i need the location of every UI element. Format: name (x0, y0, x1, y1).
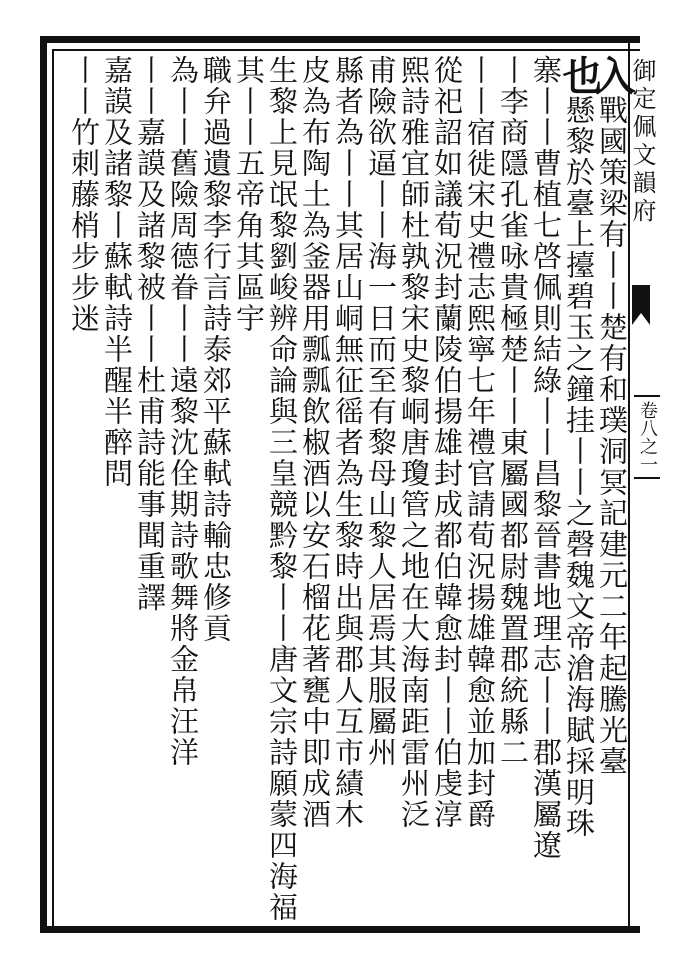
text-column-13 (197, 55, 235, 921)
text-column-12 (230, 55, 268, 921)
text-column-17 (65, 55, 103, 921)
text-column-2 (556, 55, 603, 921)
text-column-8 (362, 55, 400, 921)
text-column-11 (263, 55, 301, 921)
text-column-6 (428, 55, 466, 921)
running-header (628, 48, 662, 928)
column-text: 丨丨竹刺藤梢步步迷 (67, 55, 101, 334)
frame-inner-left-rule (52, 49, 54, 926)
column-text: 從祀詔如議荀況封蘭陵伯揚雄封成都伯韓愈封丨丨伯虔淳 (430, 55, 464, 830)
frame-bottom-rule (40, 926, 640, 933)
frame-top-rule (40, 36, 640, 43)
column-text: 生黎上見氓黎劉峻辨命論與三皇競黔黎丨丨唐文宗詩願蒙四海福 (265, 55, 299, 923)
column-text: 皮為布陶土為釜器用瓢瓢飲椒酒以安石榴花著甕中即成酒 (298, 55, 332, 830)
column-text: 戰國策梁有丨丨楚有和璞洞冥記建元二年起騰光臺 (595, 95, 629, 777)
text-column-5 (461, 55, 499, 921)
frame-inner-top-rule (52, 49, 640, 51)
column-lead-glyph: 入 (589, 55, 636, 95)
column-text: 熙詩雅宜師杜孰黎宋史黎峒唐瓊管之地在大海南距雷州泛 (397, 55, 431, 830)
text-column-15 (131, 55, 169, 921)
text-column-10 (296, 55, 334, 921)
text-column-3 (527, 55, 565, 921)
column-text: 為丨丨舊險周德眷丨丨遠黎沈佺期詩歌舞將金帛汪洋 (166, 55, 200, 768)
column-text: 甫險欲逼丨丨海一日而至有黎母山黎人居焉其服屬州 (364, 55, 398, 768)
column-text: 職弁過遺黎李行言詩泰郊平蘇軾詩輸忠修貢 (199, 55, 233, 644)
volume-label: 卷八之一 (634, 395, 660, 479)
text-column-1 (589, 55, 636, 921)
text-column-9 (329, 55, 367, 921)
text-column-16 (98, 55, 136, 921)
column-text: 丨李商隱孔雀咏貴極楚丨丨東屬國都尉魏置郡統縣二 (496, 55, 530, 768)
column-text: 懸黎於臺上擡碧玉之鐘挂丨丨之磬魏文帝滄海賦採明珠 (562, 95, 596, 839)
text-body (58, 55, 636, 923)
column-text: 丨丨宿徙宋史禮志熙寧七年禮官請荀況揚雄韓愈並加封爵 (463, 55, 497, 830)
column-text: 縣者為丨丨其居山峒無征徭者為生黎時出與郡人互市績木 (331, 55, 365, 830)
text-column-4 (494, 55, 532, 921)
column-text: 丨丨嘉謨及諸黎被丨丨杜甫詩能事聞重譯 (133, 55, 167, 613)
book-title: 御定佩文韻府 (628, 58, 656, 226)
column-text: 嘉謨及諸黎丨蘇軾詩半醒半醉問 (100, 55, 134, 489)
frame-left-rule (40, 36, 47, 933)
column-text: 其丨丨五帝角其區宇 (232, 55, 266, 334)
text-column-14 (164, 55, 202, 921)
column-lead-glyph: 也 (556, 55, 603, 95)
column-text: 寨丨丨曹植七啓佩則結綠丨丨昌黎晉書地理志丨丨郡漢屬遼 (529, 55, 563, 861)
text-column-7 (395, 55, 433, 921)
